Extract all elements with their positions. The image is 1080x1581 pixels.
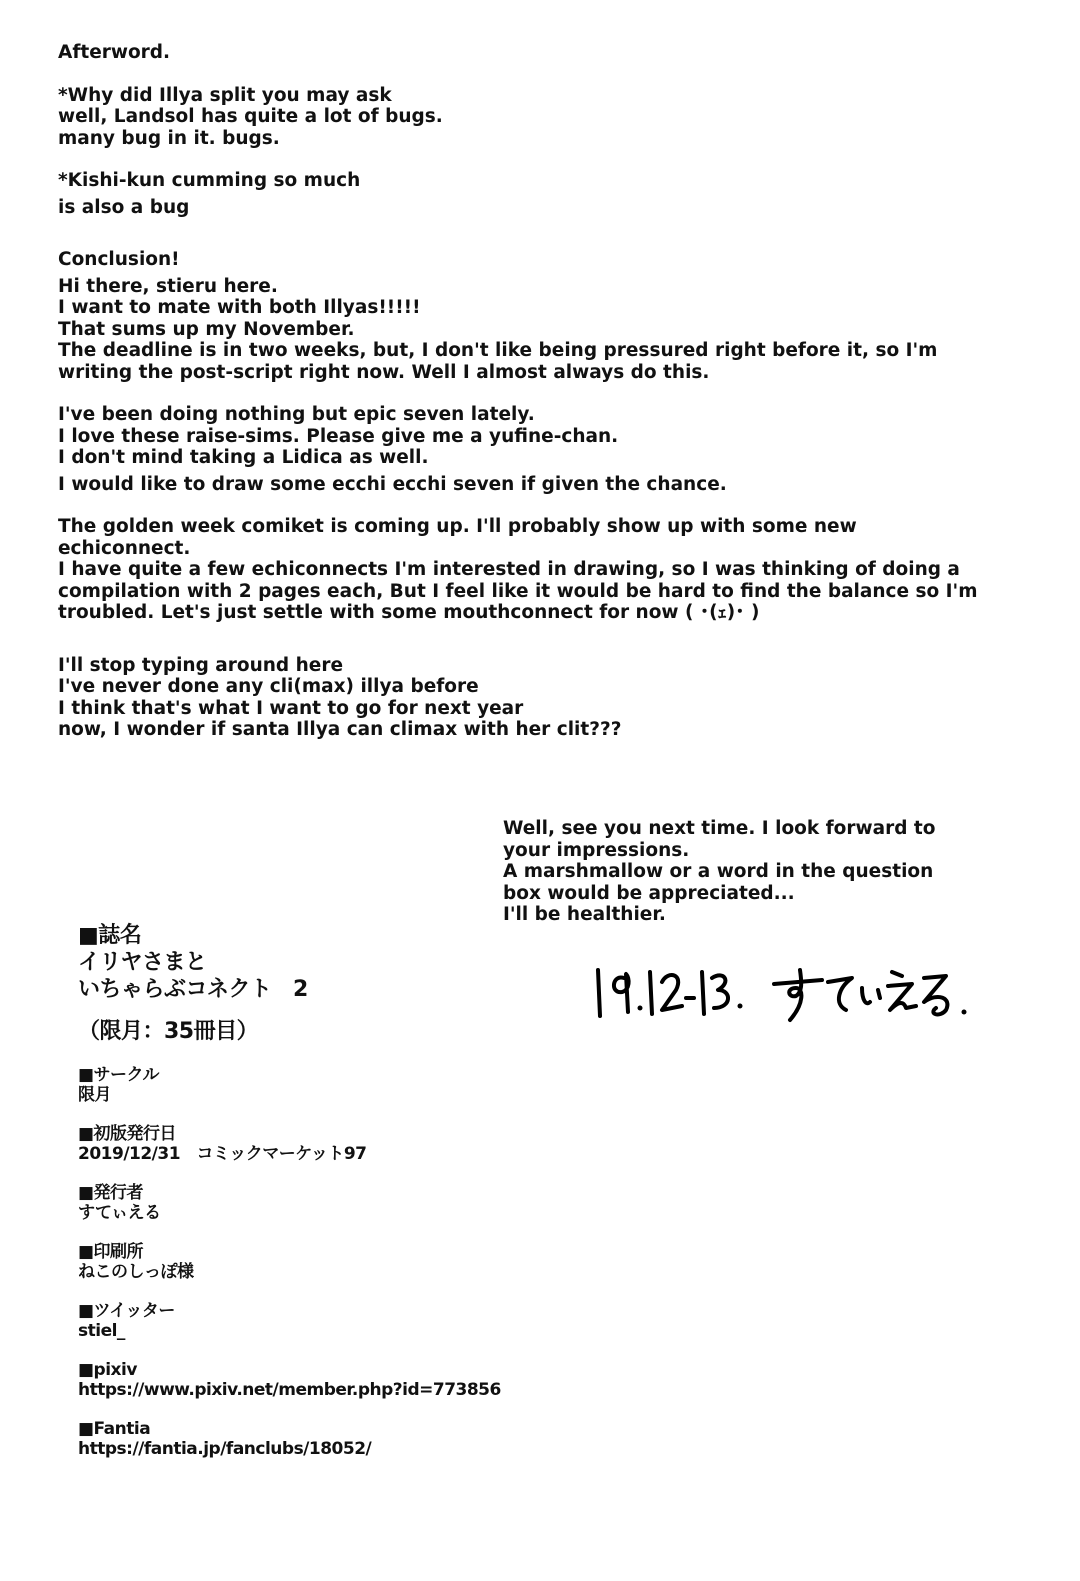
fantia-url: https://fantia.jp/fanclubs/18052/ bbox=[78, 1439, 372, 1459]
intro-line: The deadline is in two weeks, but, I don't like being pressured right before it, so I'm bbox=[58, 340, 938, 361]
afterword-text bbox=[58, 42, 1018, 741]
intro-line: writing the post-script right now. Well I almost always do this. bbox=[58, 361, 710, 383]
circle-value: 限月 bbox=[78, 1085, 111, 1105]
bugs-line: well, Landsol has quite a lot of bugs. bbox=[58, 106, 443, 127]
kishi-line: *Kishi-kun cumming so much bbox=[58, 170, 361, 191]
closing-line: Well, see you next time. I look forward to bbox=[503, 818, 936, 839]
first-edition-label: ■初版発行日 bbox=[78, 1124, 177, 1144]
stop-line: I'll stop typing around here bbox=[58, 654, 343, 676]
closing-line: I'll be healthier. bbox=[503, 904, 666, 925]
comiket-line: troubled. Let's just settle with some mouthconnect for now ( ･(ｪ)･ ) bbox=[58, 602, 760, 623]
title-label: ■誌名 bbox=[78, 923, 142, 948]
colophon bbox=[78, 922, 598, 1460]
comiket-line: echiconnect. bbox=[58, 537, 191, 559]
kishi-line: is also a bug bbox=[58, 196, 190, 218]
twitter-label: ■ツイッター bbox=[78, 1301, 175, 1321]
closing-line: A marshmallow or a word in the question bbox=[503, 861, 934, 882]
printer-value: ねこのしっぽ様 bbox=[78, 1262, 194, 1282]
circle-label: ■サークル bbox=[78, 1065, 160, 1085]
limit-number: （限月：35冊目） bbox=[78, 1019, 259, 1044]
printer-label: ■印刷所 bbox=[78, 1242, 144, 1262]
intro-line: I want to mate with both Illyas!!!!! bbox=[58, 297, 421, 318]
title-line: いちゃらぶコネクト 2 bbox=[78, 977, 308, 1002]
fantia-label: ■Fantia bbox=[78, 1419, 151, 1439]
title-line: イリヤさまと bbox=[78, 950, 207, 975]
closing-message bbox=[503, 818, 963, 926]
pixiv-label: ■pixiv bbox=[78, 1360, 137, 1380]
epic-line: I love these raise-sims. Please give me a yufine-chan. bbox=[58, 425, 619, 447]
epic-line: I've been doing nothing but epic seven lately. bbox=[58, 404, 535, 425]
bugs-line: many bug in it. bugs. bbox=[58, 127, 280, 149]
stop-line: I've never done any cli(max) illya before bbox=[58, 676, 479, 697]
intro-line: Hi there, stieru here. bbox=[58, 275, 278, 297]
intro-line: That sums up my November. bbox=[58, 318, 355, 340]
handwritten-signature bbox=[590, 948, 990, 1038]
first-edition-value: 2019/12/31 コミックマーケット97 bbox=[78, 1144, 367, 1164]
pixiv-url: https://www.pixiv.net/member.php?id=773856 bbox=[78, 1380, 501, 1400]
twitter-value: stiel_ bbox=[78, 1321, 125, 1341]
closing-line: your impressions. bbox=[503, 839, 690, 861]
comiket-line: I have quite a few echiconnects I'm interested in drawing, so I was thinking of doing a bbox=[58, 559, 960, 580]
bugs-line: *Why did Illya split you may ask bbox=[58, 84, 392, 106]
closing-line: box would be appreciated... bbox=[503, 882, 795, 904]
stop-line: I think that's what I want to go for next year bbox=[58, 697, 524, 719]
epic-line: I don't mind taking a Lidica as well. bbox=[58, 447, 429, 468]
conclusion-heading: Conclusion! bbox=[58, 249, 180, 270]
stop-line: now, I wonder if santa Illya can climax with her clit??? bbox=[58, 719, 622, 740]
afterword-heading: Afterword. bbox=[58, 42, 171, 63]
comiket-line: The golden week comiket is coming up. I'll probably show up with some new bbox=[58, 516, 857, 537]
publisher-value: すてぃえる bbox=[78, 1203, 161, 1223]
epic-line: I would like to draw some ecchi ecchi seven if given the chance. bbox=[58, 473, 727, 495]
comiket-line: compilation with 2 pages each, But I feel like it would be hard to find the balance so I'm bbox=[58, 580, 978, 602]
publisher-label: ■発行者 bbox=[78, 1183, 144, 1203]
